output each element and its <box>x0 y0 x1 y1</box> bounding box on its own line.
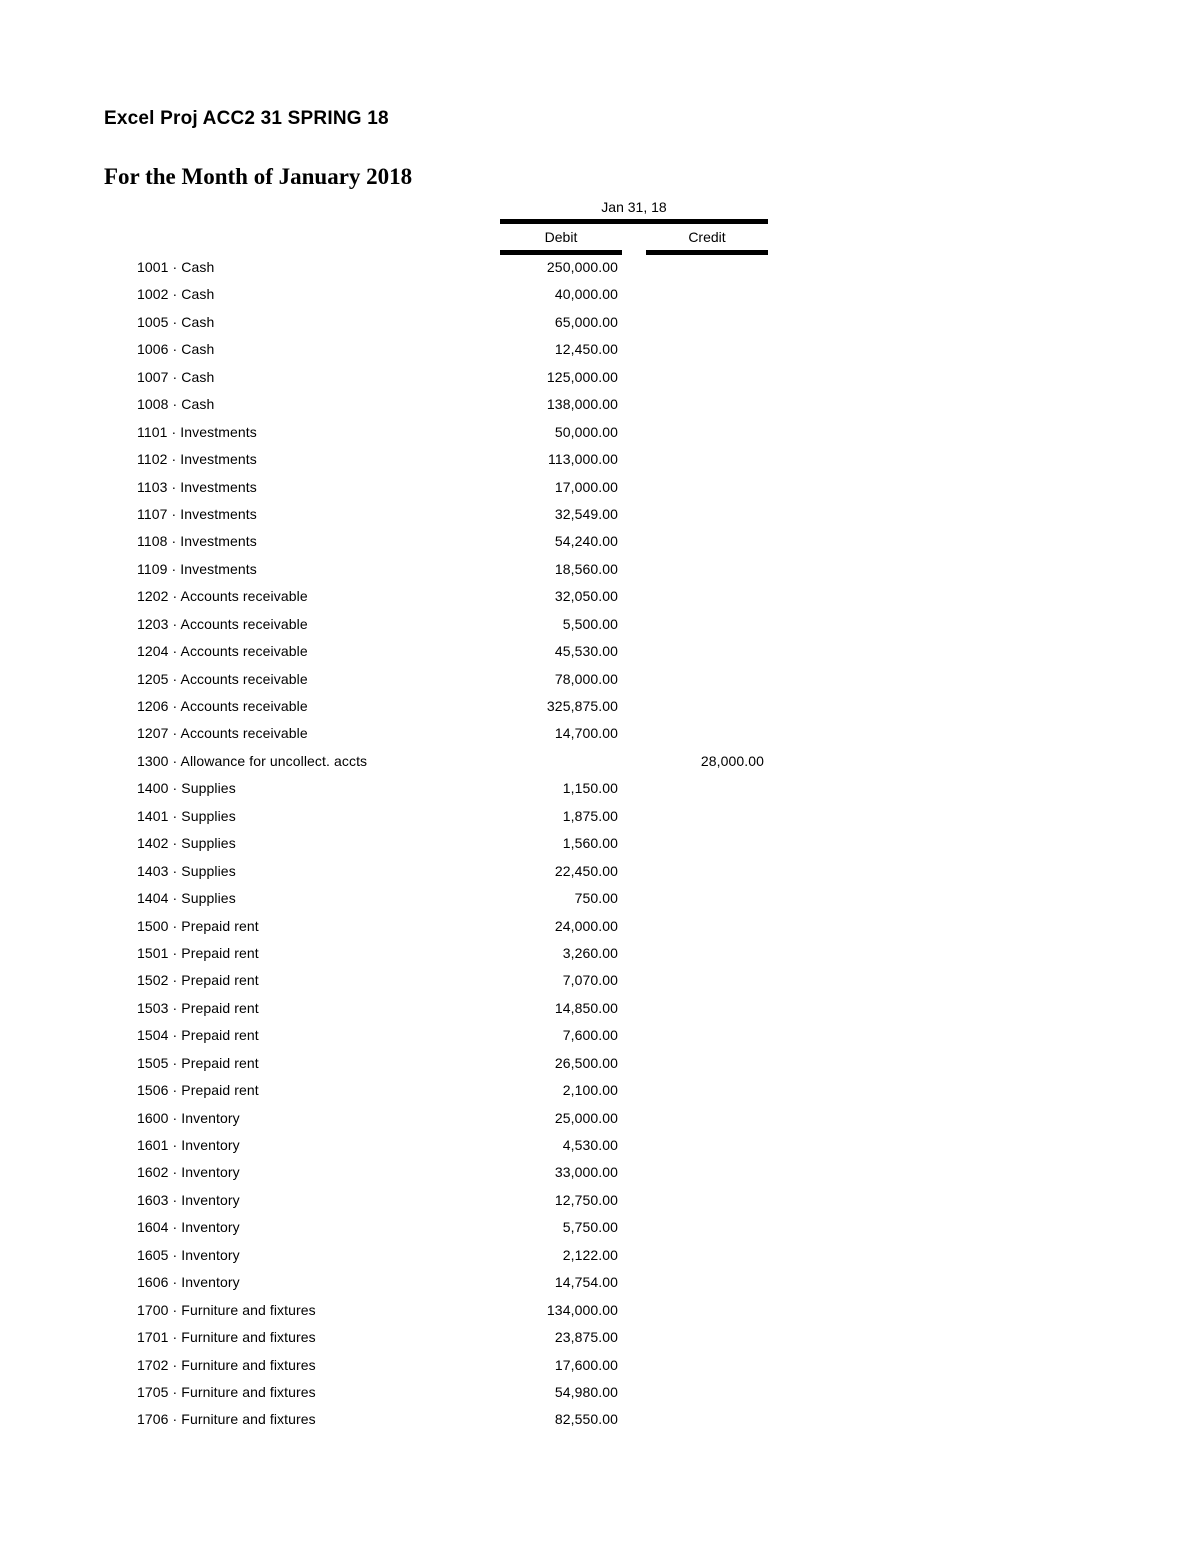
account-name: 1604 · Inventory <box>137 1219 240 1236</box>
account-name: 1505 · Prepaid rent <box>137 1054 259 1071</box>
table-row <box>0 259 1200 286</box>
debit-amount: 14,754.00 <box>554 1274 618 1291</box>
table-row <box>0 945 1200 972</box>
table-row <box>0 1302 1200 1329</box>
table-row <box>0 972 1200 999</box>
account-name: 1005 · Cash <box>137 313 215 330</box>
debit-amount: 22,450.00 <box>554 862 618 879</box>
debit-header-rule <box>500 250 622 255</box>
debit-amount: 33,000.00 <box>554 1164 618 1181</box>
table-row <box>0 1082 1200 1109</box>
account-name: 1101 · Investments <box>137 423 257 440</box>
account-name: 1705 · Furniture and fixtures <box>137 1383 316 1400</box>
account-name: 1701 · Furniture and fixtures <box>137 1329 316 1346</box>
account-name: 1502 · Prepaid rent <box>137 972 259 989</box>
debit-amount: 325,875.00 <box>546 698 618 714</box>
table-row <box>0 1247 1200 1274</box>
debit-amount: 54,980.00 <box>554 1383 618 1400</box>
debit-amount: 14,850.00 <box>554 999 618 1016</box>
table-row <box>0 1055 1200 1082</box>
table-row <box>0 780 1200 807</box>
account-name: 1503 · Prepaid rent <box>137 999 259 1016</box>
table-row <box>0 918 1200 945</box>
table-row <box>0 1192 1200 1219</box>
debit-amount: 2,122.00 <box>562 1246 618 1263</box>
debit-amount: 18,560.00 <box>554 560 618 577</box>
account-name: 1606 · Inventory <box>137 1274 240 1291</box>
table-row <box>0 863 1200 890</box>
table-row <box>0 1357 1200 1384</box>
account-name: 1400 · Supplies <box>137 780 236 797</box>
account-name: 1602 · Inventory <box>137 1164 240 1181</box>
table-row <box>0 643 1200 670</box>
account-name: 1203 · Accounts receivable <box>137 615 308 632</box>
account-name: 1404 · Supplies <box>137 890 236 907</box>
table-row <box>0 479 1200 506</box>
table-row <box>0 1000 1200 1027</box>
header-top-rule <box>500 219 768 224</box>
debit-amount: 54,240.00 <box>554 533 618 550</box>
debit-amount: 12,750.00 <box>554 1191 618 1208</box>
account-name: 1006 · Cash <box>137 341 215 358</box>
debit-amount: 138,000.00 <box>546 396 618 413</box>
table-row <box>0 1411 1200 1438</box>
debit-amount: 12,450.00 <box>554 341 618 358</box>
debit-amount: 7,070.00 <box>562 972 618 989</box>
table-row <box>0 533 1200 560</box>
account-name: 1204 · Accounts receivable <box>137 643 308 660</box>
debit-amount: 17,000.00 <box>554 478 618 495</box>
debit-amount: 113,000.00 <box>547 451 618 468</box>
debit-column-header: Debit <box>544 229 578 245</box>
debit-amount: 24,000.00 <box>554 917 618 934</box>
debit-amount: 65,000.00 <box>554 313 618 330</box>
credit-column-header: Credit <box>688 229 726 245</box>
debit-amount: 1,560.00 <box>562 835 618 852</box>
account-name: 1603 · Inventory <box>137 1191 240 1208</box>
account-name: 1401 · Supplies <box>137 807 236 824</box>
table-row <box>0 341 1200 368</box>
table-row <box>0 1329 1200 1356</box>
account-name: 1007 · Cash <box>137 368 215 385</box>
debit-amount: 50,000.00 <box>554 423 618 440</box>
table-row <box>0 1027 1200 1054</box>
debit-amount: 78,000.00 <box>554 670 618 687</box>
table-row <box>0 506 1200 533</box>
debit-amount: 26,500.00 <box>554 1054 618 1071</box>
account-name: 1102 · Investments <box>137 451 257 468</box>
account-name: 1206 · Accounts receivable <box>137 698 308 714</box>
table-row <box>0 1274 1200 1301</box>
table-row <box>0 396 1200 423</box>
table-row <box>0 1137 1200 1164</box>
account-name: 1103 · Investments <box>137 478 257 495</box>
table-row <box>0 725 1200 752</box>
account-name: 1700 · Furniture and fixtures <box>137 1301 316 1318</box>
date-column-header: Jan 31, 18 <box>601 199 667 215</box>
table-row <box>0 698 1200 725</box>
debit-amount: 82,550.00 <box>554 1411 618 1428</box>
debit-amount: 1,875.00 <box>562 807 618 824</box>
debit-amount: 23,875.00 <box>554 1329 618 1346</box>
debit-amount: 4,530.00 <box>562 1137 618 1153</box>
account-name: 1403 · Supplies <box>137 862 236 879</box>
debit-amount: 250,000.00 <box>546 259 618 275</box>
table-row <box>0 808 1200 835</box>
debit-amount: 2,100.00 <box>562 1082 618 1099</box>
table-row <box>0 369 1200 396</box>
table-row <box>0 1164 1200 1191</box>
table-row <box>0 616 1200 643</box>
table-row <box>0 286 1200 313</box>
table-row <box>0 561 1200 588</box>
account-name: 1500 · Prepaid rent <box>137 917 259 934</box>
table-row <box>0 671 1200 698</box>
debit-amount: 45,530.00 <box>554 643 618 660</box>
debit-amount: 25,000.00 <box>554 1109 618 1126</box>
account-name: 1108 · Investments <box>137 533 257 550</box>
account-name: 1402 · Supplies <box>137 835 236 852</box>
debit-amount: 32,549.00 <box>554 505 618 522</box>
debit-amount: 750.00 <box>574 890 618 907</box>
table-row <box>0 1110 1200 1137</box>
account-name: 1001 · Cash <box>137 259 215 275</box>
account-name: 1107 · Investments <box>137 505 257 522</box>
account-name: 1109 · Investments <box>137 560 257 577</box>
table-row <box>0 1219 1200 1246</box>
debit-amount: 32,050.00 <box>554 588 618 605</box>
table-row <box>0 588 1200 615</box>
table-row <box>0 451 1200 478</box>
account-name: 1601 · Inventory <box>137 1137 240 1153</box>
account-name: 1605 · Inventory <box>137 1246 240 1263</box>
debit-amount: 17,600.00 <box>554 1356 618 1373</box>
account-name: 1506 · Prepaid rent <box>137 1082 259 1099</box>
debit-amount: 7,600.00 <box>562 1027 618 1044</box>
account-name: 1600 · Inventory <box>137 1109 240 1126</box>
debit-amount: 125,000.00 <box>546 368 618 385</box>
table-row <box>0 890 1200 917</box>
account-name: 1300 · Allowance for uncollect. accts <box>137 752 368 769</box>
debit-amount: 5,500.00 <box>562 615 618 632</box>
table-row <box>0 424 1200 451</box>
table-row <box>0 314 1200 341</box>
debit-amount: 1,150.00 <box>562 780 618 797</box>
account-name: 1501 · Prepaid rent <box>137 944 259 961</box>
table-row <box>0 753 1200 780</box>
debit-amount: 5,750.00 <box>562 1219 618 1236</box>
account-name: 1706 · Furniture and fixtures <box>137 1411 316 1428</box>
credit-amount: 28,000.00 <box>700 752 764 769</box>
debit-amount: 3,260.00 <box>562 944 618 961</box>
report-period-title: For the Month of January 2018 <box>104 164 413 189</box>
document-title: Excel Proj ACC2 31 SPRING 18 <box>104 108 389 129</box>
table-row <box>0 835 1200 862</box>
account-name: 1002 · Cash <box>137 286 215 303</box>
account-name: 1504 · Prepaid rent <box>137 1027 259 1044</box>
trial-balance-table <box>0 259 1200 1439</box>
account-name: 1205 · Accounts receivable <box>137 670 308 687</box>
credit-header-rule <box>646 250 768 255</box>
debit-amount: 40,000.00 <box>554 286 618 303</box>
table-row <box>0 1384 1200 1411</box>
account-name: 1008 · Cash <box>137 396 215 413</box>
account-name: 1207 · Accounts receivable <box>137 725 308 742</box>
account-name: 1702 · Furniture and fixtures <box>137 1356 316 1373</box>
debit-amount: 134,000.00 <box>546 1301 618 1318</box>
account-name: 1202 · Accounts receivable <box>137 588 308 605</box>
debit-amount: 14,700.00 <box>554 725 618 742</box>
